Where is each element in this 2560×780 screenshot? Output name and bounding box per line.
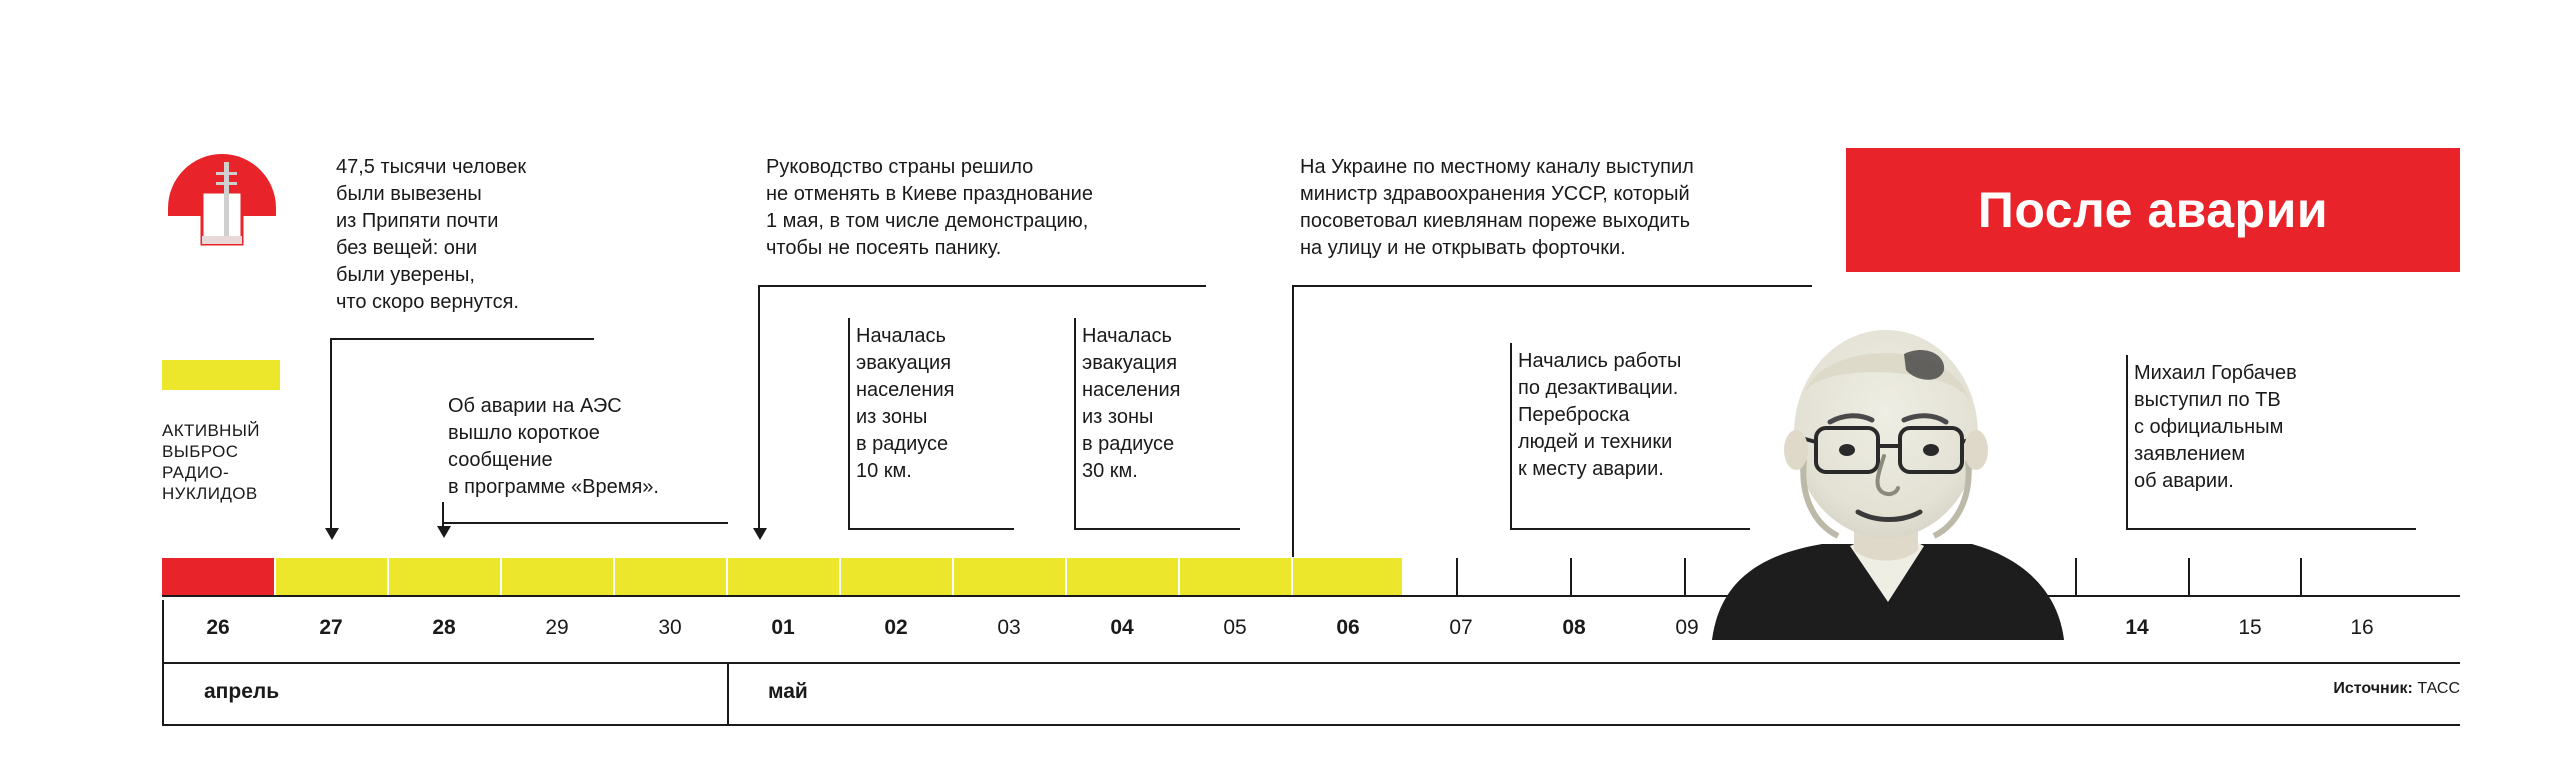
note-underline: [1074, 528, 1240, 530]
note-leader-line: [330, 338, 332, 530]
axis-day-15: 15: [2238, 616, 2262, 639]
axis-months-row: [162, 662, 2460, 726]
bar-separator: [613, 558, 615, 596]
note-line: были вывезены: [336, 183, 482, 205]
note-line: эвакуация: [1082, 352, 1178, 374]
bar-separator: [274, 558, 276, 596]
note-evacuation-pripyat: [336, 154, 606, 316]
bar-separator: [839, 558, 841, 596]
note-line: Началась: [856, 325, 946, 347]
note-leader-arrow: [325, 528, 339, 540]
note-line: с официальным: [2134, 416, 2284, 438]
note-line: Начались работы: [1518, 350, 1682, 372]
note-underline: [330, 338, 594, 340]
note-line: в программе «Время».: [448, 476, 659, 498]
axis-day-06: 06: [1336, 616, 1360, 639]
page-title: После аварии: [1977, 182, 2329, 238]
title-banner: [1846, 148, 2460, 272]
note-line: заявлением: [2134, 443, 2246, 465]
legend-line-4: НУКЛИДОВ: [162, 484, 258, 503]
timeline-bar: [162, 558, 1402, 596]
axis-day-09: 09: [1675, 616, 1699, 639]
legend-label: [162, 420, 312, 504]
note-line: к месту аварии.: [1518, 458, 1664, 480]
note-zone-30km: [1082, 323, 1252, 485]
axis-tick: [2188, 558, 2190, 596]
note-underline: [2126, 528, 2416, 530]
note-leader-line: [1292, 285, 1294, 557]
note-line: населения: [856, 379, 955, 401]
note-line: 1 мая, в том числе демонстрацию,: [766, 210, 1089, 232]
legend-line-3: РАДИО-: [162, 463, 230, 482]
note-leader-arrow: [753, 528, 767, 540]
axis-tick: [1456, 558, 1458, 596]
note-line: из зоны: [1082, 406, 1154, 428]
axis-day-08: 08: [1562, 616, 1586, 639]
axis-day-29: 29: [545, 616, 569, 639]
note-vremya-broadcast: [448, 393, 728, 501]
note-line: не отменять в Киеве празднование: [766, 183, 1093, 205]
note-line: эвакуация: [856, 352, 952, 374]
axis-days-row: [162, 600, 2460, 664]
note-gorbachev-tv: [2134, 360, 2374, 495]
note-line: выступил по ТВ: [2134, 389, 2281, 411]
note-line: посоветовал киевлянам пореже выходить: [1300, 210, 1691, 232]
reactor-explosion-icon: [162, 148, 282, 263]
axis-day-27: 27: [319, 616, 343, 639]
note-leader-line: [442, 502, 444, 528]
note-line: об аварии.: [2134, 470, 2234, 492]
note-line: людей и техники: [1518, 431, 1673, 453]
note-line: чтобы не посеять панику.: [766, 237, 1002, 259]
bar-separator: [1291, 558, 1293, 596]
note-line: были уверены,: [336, 264, 475, 286]
axis-month-may: май: [768, 680, 808, 703]
note-underline: [848, 528, 1014, 530]
note-line: по дезактивации.: [1518, 377, 1679, 399]
axis-day-03: 03: [997, 616, 1021, 639]
note-line: Михаил Горбачев: [2134, 362, 2297, 384]
legend-line-2: ВЫБРОС: [162, 442, 239, 461]
note-line: сообщение: [448, 449, 553, 471]
note-line: Об аварии на АЭС: [448, 395, 622, 417]
note-may-day-parade: [766, 154, 1206, 262]
axis-day-04: 04: [1110, 616, 1134, 639]
month-divider: [727, 662, 729, 724]
source-value: ТАСС: [2417, 680, 2460, 697]
note-line: что скоро вернутся.: [336, 291, 519, 313]
note-line: 10 км.: [856, 460, 912, 482]
axis-baseline: [162, 595, 2460, 597]
note-ukraine-minister: [1300, 154, 1800, 262]
note-line: в радиусе: [856, 433, 949, 455]
note-line: из зоны: [856, 406, 928, 428]
note-decontamination: [1518, 348, 1738, 483]
note-leader-line: [1074, 318, 1076, 530]
note-line: в радиусе: [1082, 433, 1175, 455]
axis-tick: [1570, 558, 1572, 596]
note-line: 30 км.: [1082, 460, 1138, 482]
bar-separator: [1178, 558, 1180, 596]
note-line: 47,5 тысячи человек: [336, 156, 527, 178]
note-line: вышло короткое: [448, 422, 600, 444]
timeline-segment-active-release: [274, 558, 1402, 596]
note-line: из Припяти почти: [336, 210, 499, 232]
axis-tick: [2300, 558, 2302, 596]
source-credit: [2180, 680, 2460, 698]
note-underline: [758, 285, 1206, 287]
bar-separator: [952, 558, 954, 596]
axis-day-05: 05: [1223, 616, 1247, 639]
note-leader-line: [1510, 343, 1512, 530]
legend-line-1: АКТИВНЫЙ: [162, 421, 260, 440]
note-leader-line: [2126, 355, 2128, 530]
note-line: Переброска: [1518, 404, 1630, 426]
bar-separator: [1065, 558, 1067, 596]
bar-separator: [500, 558, 502, 596]
note-leader-line: [848, 318, 850, 530]
note-line: без вещей: они: [336, 237, 478, 259]
note-underline: [1292, 285, 1812, 287]
source-label: Источник:: [2333, 680, 2413, 697]
timeline-segment-accident: [162, 558, 274, 596]
axis-day-16: 16: [2350, 616, 2374, 639]
axis-day-14: 14: [2125, 616, 2149, 639]
axis-day-28: 28: [432, 616, 456, 639]
axis-day-30: 30: [658, 616, 682, 639]
axis-day-02: 02: [884, 616, 908, 639]
bar-separator: [726, 558, 728, 596]
note-underline: [442, 522, 728, 524]
note-underline: [1510, 528, 1750, 530]
note-leader-line: [758, 285, 760, 530]
note-line: Началась: [1082, 325, 1172, 347]
note-line: населения: [1082, 379, 1181, 401]
bar-separator: [387, 558, 389, 596]
note-line: На Украине по местному каналу выступил: [1300, 156, 1694, 178]
note-leader-arrow: [437, 526, 451, 538]
axis-day-01: 01: [771, 616, 795, 639]
note-line: министр здравоохранения УССР, который: [1300, 183, 1690, 205]
legend-swatch-active-release: [162, 360, 280, 390]
note-zone-10km: [856, 323, 1026, 485]
note-line: на улицу и не открывать форточки.: [1300, 237, 1626, 259]
axis-day-07: 07: [1449, 616, 1473, 639]
axis-month-april: апрель: [204, 680, 280, 703]
axis-day-26: 26: [206, 616, 230, 639]
note-line: Руководство страны решило: [766, 156, 1034, 178]
